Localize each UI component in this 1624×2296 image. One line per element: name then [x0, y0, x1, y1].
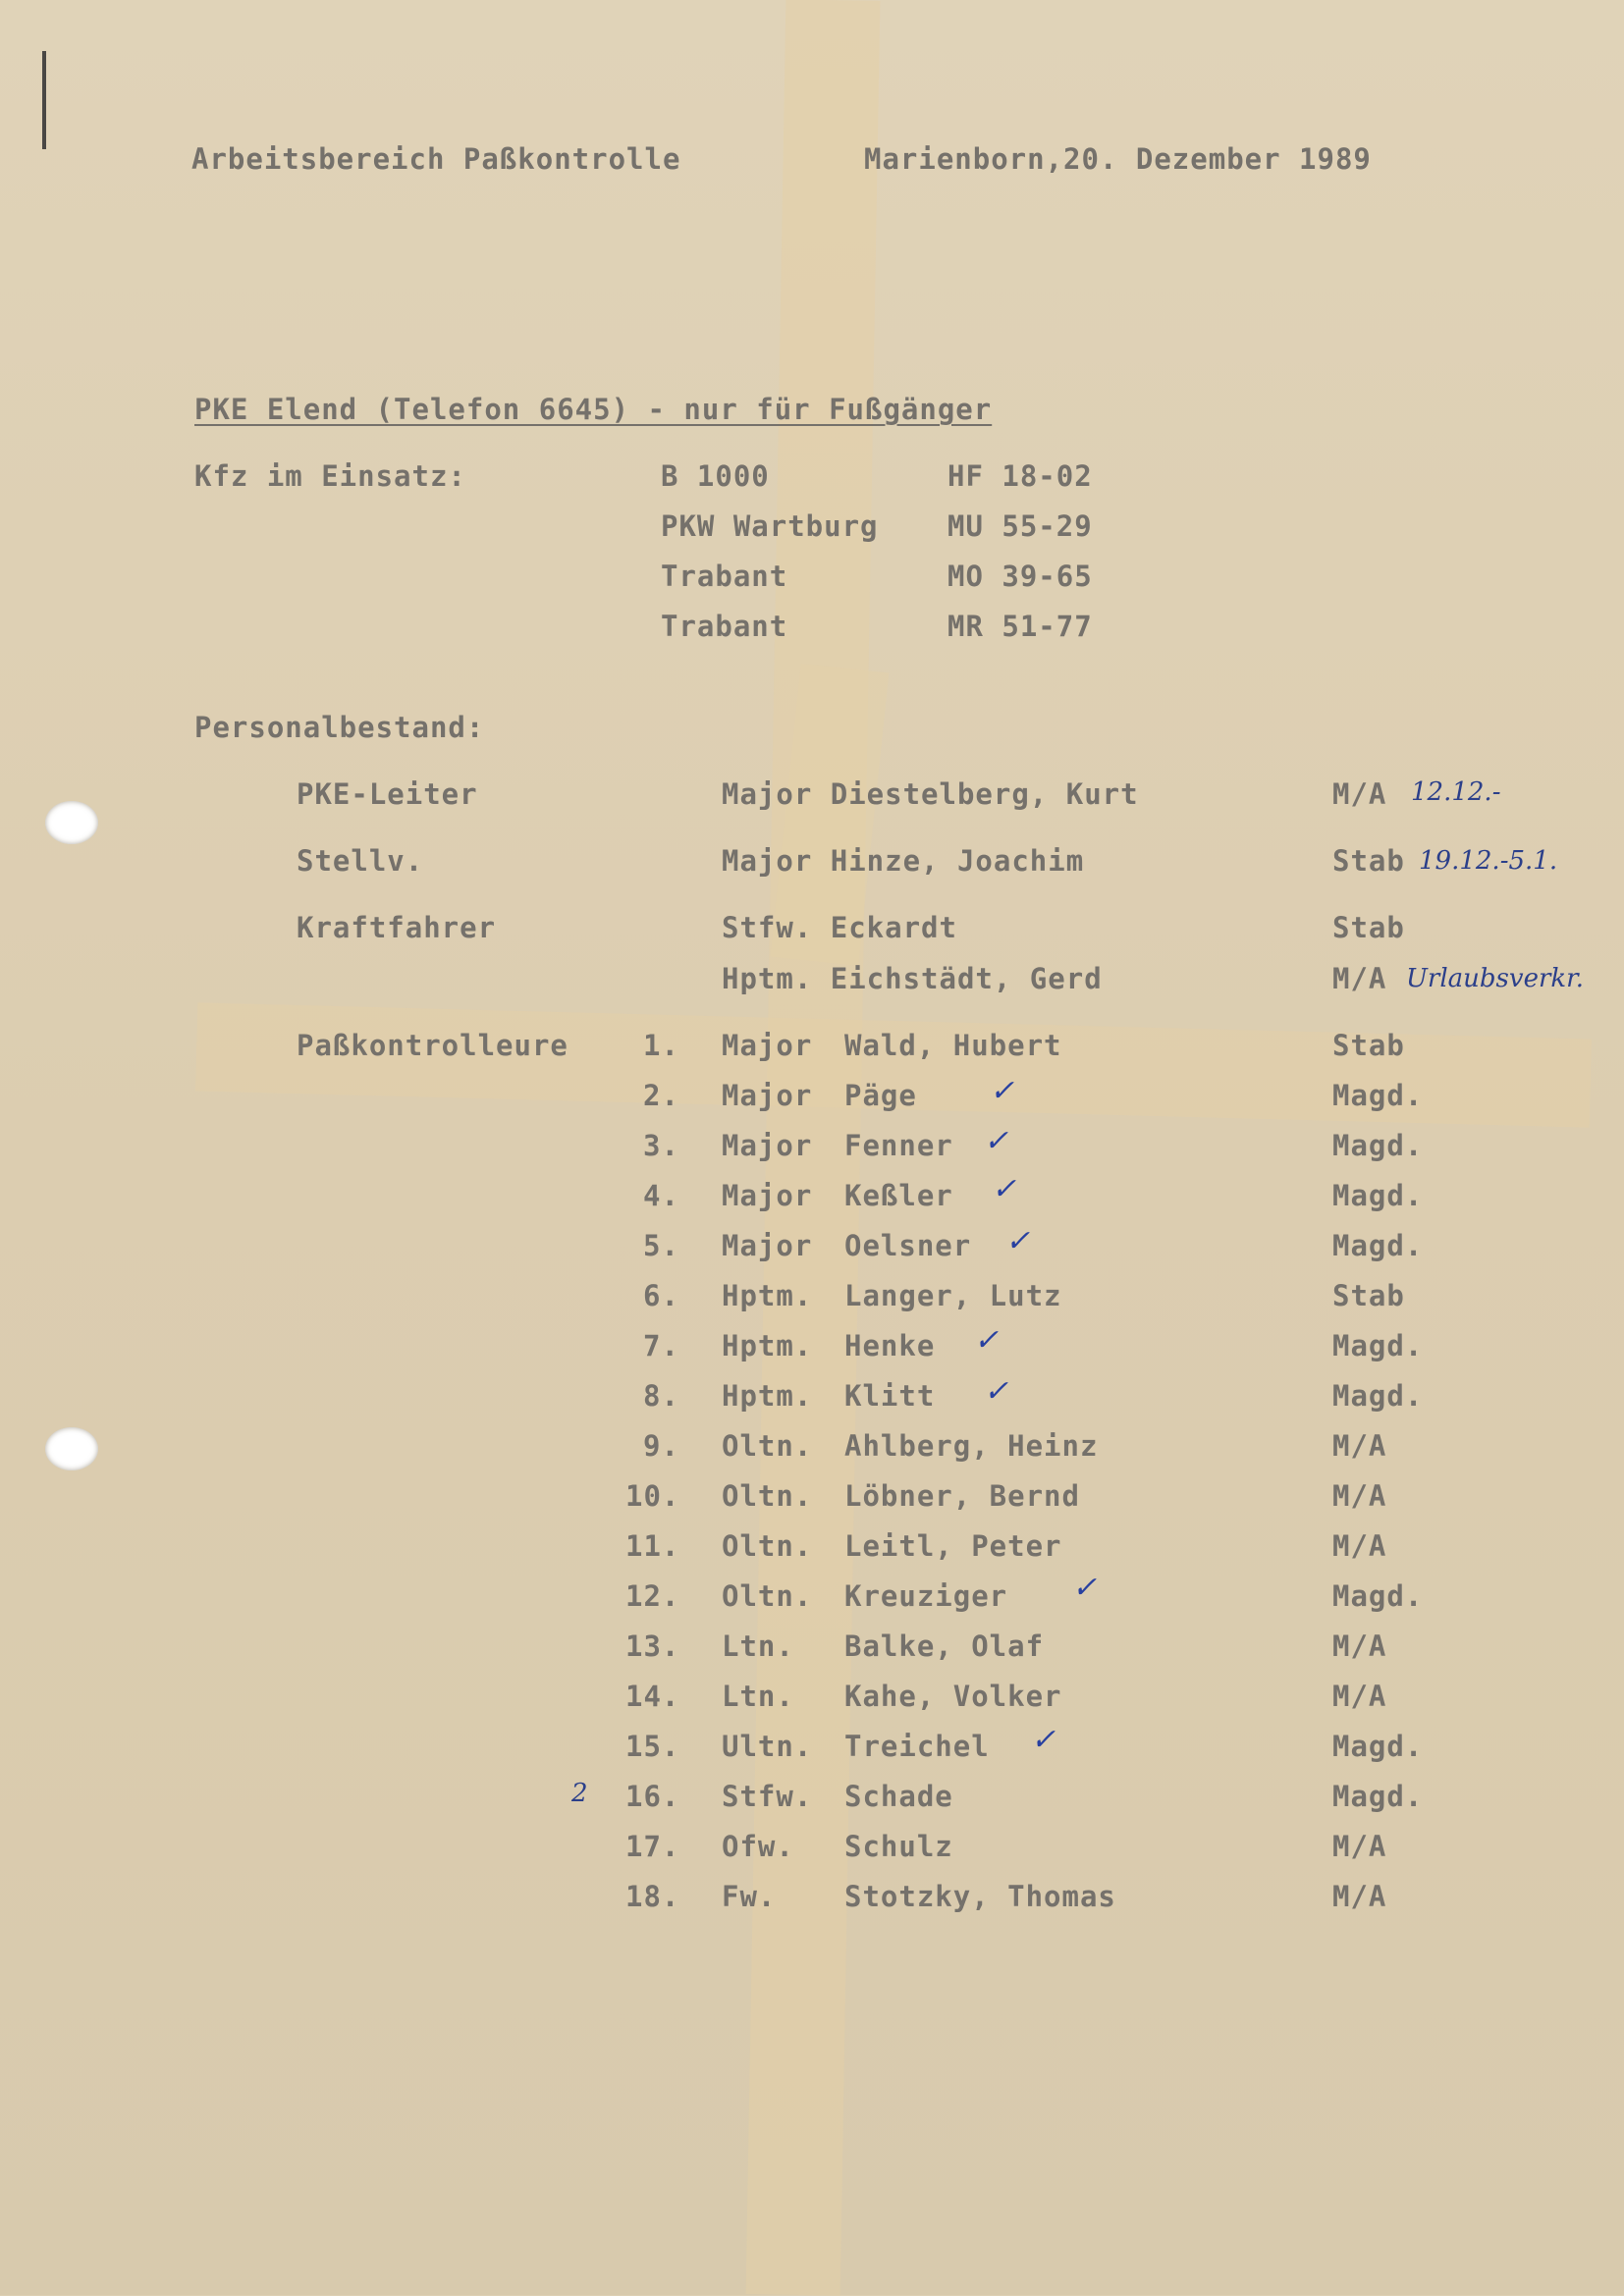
- row-unit: Magd.: [1332, 1129, 1424, 1162]
- department-label: Arbeitsbereich Paßkontrolle: [191, 142, 681, 176]
- margin-mark: [42, 51, 46, 149]
- check-mark: ✓: [1072, 1571, 1098, 1605]
- row-number: 15.: [625, 1730, 680, 1763]
- role-person: Hptm. Eichstädt, Gerd: [722, 962, 1103, 995]
- row-unit: Magd.: [1332, 1780, 1424, 1813]
- handwritten-note: Urlaubsverkr.: [1406, 964, 1584, 993]
- row-name: Kahe, Volker: [844, 1680, 1062, 1713]
- check-mark: ✓: [984, 1124, 1009, 1158]
- row-number: 5.: [643, 1229, 679, 1262]
- check-mark: ✓: [984, 1374, 1009, 1409]
- role-unit: M/A: [1332, 777, 1387, 811]
- row-name: Keßler: [844, 1179, 953, 1212]
- row-rank: Major: [722, 1179, 813, 1212]
- row-rank: Ofw.: [722, 1830, 794, 1863]
- row-name: Schade: [844, 1780, 953, 1813]
- row-rank: Major: [722, 1079, 813, 1112]
- row-name: Oelsner: [844, 1229, 972, 1262]
- row-number: 11.: [625, 1529, 680, 1563]
- role-label: PKE-Leiter: [297, 777, 478, 811]
- vehicle-type: B 1000: [661, 459, 770, 493]
- row-unit: Magd.: [1332, 1730, 1424, 1763]
- row-number: 12.: [625, 1579, 680, 1613]
- vehicle-plate: MR 51-77: [947, 610, 1093, 643]
- vehicle-type: Trabant: [661, 560, 788, 593]
- row-name: Treichel: [844, 1730, 990, 1763]
- row-rank: Oltn.: [722, 1529, 813, 1563]
- row-name: Päge: [844, 1079, 917, 1112]
- row-rank: Oltn.: [722, 1429, 813, 1463]
- vehicle-type: Trabant: [661, 610, 788, 643]
- row-name: Wald, Hubert: [844, 1029, 1062, 1062]
- row-name: Ahlberg, Heinz: [844, 1429, 1099, 1463]
- row-unit: Magd.: [1332, 1179, 1424, 1212]
- row-unit: Magd.: [1332, 1329, 1424, 1362]
- handwritten-note: 12.12.-: [1411, 777, 1501, 807]
- role-unit: Stab: [1332, 911, 1405, 944]
- punch-hole-bottom: [45, 1427, 98, 1470]
- row-unit: Stab: [1332, 1279, 1405, 1312]
- role-person: Stfw. Eckardt: [722, 911, 957, 944]
- role-unit: M/A: [1332, 962, 1387, 995]
- row-number: 8.: [643, 1379, 679, 1413]
- row-rank: Hptm.: [722, 1329, 813, 1362]
- row-number: 10.: [625, 1479, 680, 1513]
- row-rank: Stfw.: [722, 1780, 813, 1813]
- row-name: Kreuziger: [844, 1579, 1008, 1613]
- row-rank: Oltn.: [722, 1579, 813, 1613]
- row-name: Klitt: [844, 1379, 936, 1413]
- row-rank: Hptm.: [722, 1379, 813, 1413]
- row-name: Fenner: [844, 1129, 953, 1162]
- row-number: 17.: [625, 1830, 680, 1863]
- row-number: 9.: [643, 1429, 679, 1463]
- row-rank: Ltn.: [722, 1680, 794, 1713]
- row-unit: Stab: [1332, 1029, 1405, 1062]
- role-label: Kraftfahrer: [297, 911, 497, 944]
- check-mark: ✓: [992, 1172, 1017, 1206]
- row-unit: Magd.: [1332, 1079, 1424, 1112]
- row-name: Löbner, Bernd: [844, 1479, 1080, 1513]
- row-number: 3.: [643, 1129, 679, 1162]
- row-rank: Major: [722, 1029, 813, 1062]
- check-mark: ✓: [1031, 1723, 1056, 1757]
- row-unit: M/A: [1332, 1479, 1387, 1513]
- row-unit: Magd.: [1332, 1379, 1424, 1413]
- row-number: 13.: [625, 1629, 680, 1663]
- row-name: Langer, Lutz: [844, 1279, 1062, 1312]
- punch-hole-top: [45, 801, 98, 844]
- row-name: Henke: [844, 1329, 936, 1362]
- row-unit: M/A: [1332, 1880, 1387, 1913]
- row-rank: Oltn.: [722, 1479, 813, 1513]
- row-rank: Ultn.: [722, 1730, 813, 1763]
- controllers-label: Paßkontrolleure: [297, 1029, 568, 1062]
- check-mark: ✓: [990, 1074, 1015, 1108]
- section-title: PKE Elend (Telefon 6645) - nur für Fußgänger: [194, 393, 993, 426]
- row-number: 4.: [643, 1179, 679, 1212]
- row-number: 7.: [643, 1329, 679, 1362]
- row-rank: Hptm.: [722, 1279, 813, 1312]
- role-person: Major Diestelberg, Kurt: [722, 777, 1139, 811]
- row-number: 2.: [643, 1079, 679, 1112]
- vehicle-plate: MU 55-29: [947, 509, 1093, 543]
- row-unit: Magd.: [1332, 1579, 1424, 1613]
- handwritten-note: 19.12.-5.1.: [1419, 846, 1558, 876]
- row-rank: Major: [722, 1129, 813, 1162]
- row-rank: Fw.: [722, 1880, 777, 1913]
- row-number: 6.: [643, 1279, 679, 1312]
- role-unit: Stab: [1332, 844, 1405, 878]
- row-unit: M/A: [1332, 1629, 1387, 1663]
- margin-note: 2: [571, 1779, 588, 1808]
- place-date: Marienborn,20. Dezember 1989: [864, 142, 1372, 176]
- row-number: 16.: [625, 1780, 680, 1813]
- row-number: 14.: [625, 1680, 680, 1713]
- row-rank: Ltn.: [722, 1629, 794, 1663]
- role-person: Major Hinze, Joachim: [722, 844, 1085, 878]
- row-unit: M/A: [1332, 1429, 1387, 1463]
- row-name: Schulz: [844, 1830, 953, 1863]
- row-unit: Magd.: [1332, 1229, 1424, 1262]
- row-unit: M/A: [1332, 1529, 1387, 1563]
- vehicle-plate: HF 18-02: [947, 459, 1093, 493]
- vehicles-label: Kfz im Einsatz:: [194, 459, 466, 493]
- check-mark: ✓: [974, 1323, 1000, 1358]
- vehicle-plate: MO 39-65: [947, 560, 1093, 593]
- row-name: Stotzky, Thomas: [844, 1880, 1116, 1913]
- row-unit: M/A: [1332, 1830, 1387, 1863]
- row-number: 18.: [625, 1880, 680, 1913]
- row-rank: Major: [722, 1229, 813, 1262]
- personnel-label: Personalbestand:: [194, 711, 485, 744]
- row-name: Balke, Olaf: [844, 1629, 1045, 1663]
- vehicle-type: PKW Wartburg: [661, 509, 879, 543]
- row-name: Leitl, Peter: [844, 1529, 1062, 1563]
- check-mark: ✓: [1005, 1224, 1031, 1258]
- row-number: 1.: [643, 1029, 679, 1062]
- row-unit: M/A: [1332, 1680, 1387, 1713]
- role-label: Stellv.: [297, 844, 424, 878]
